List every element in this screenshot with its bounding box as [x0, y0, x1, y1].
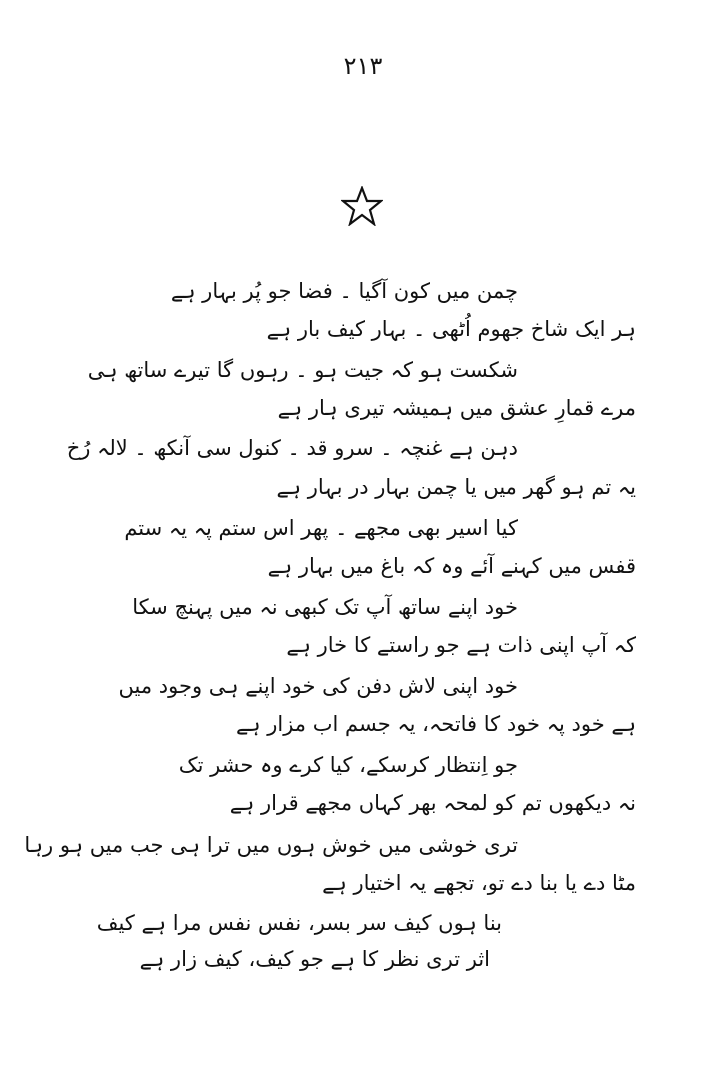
verse-line: کہ آپ اپنی ذات ہے جو راستے کا خار ہے — [286, 633, 636, 657]
verse-line: ہر ایک شاخ جھوم اُٹھی ۔ بہار کیف بار ہے — [266, 317, 636, 341]
verse-line: یہ تم ہو گھر میں یا چمن بہار در بہار ہے — [276, 475, 636, 499]
verse-line: خود اپنے ساتھ آپ تک کبھی نہ میں پہنچ سکا — [132, 595, 518, 619]
verse-line: قفس میں کہنے آئے وہ کہ باغ میں بہار ہے — [267, 554, 636, 578]
verse-line: دہن ہے غنچہ ۔ سرو قد ۔ کنول سی آنکھ ۔ لالہ رُخ — [66, 436, 518, 460]
verse-line: مرے قمارِ عشق میں ہمیشہ تیری ہار ہے — [277, 396, 636, 420]
closing-verse-line: بنا ہوں کیف سر بسر، نفس نفس مرا ہے کیف — [96, 911, 502, 935]
verse-line: مٹا دے یا بنا دے تو، تجھے یہ اختیار ہے — [322, 871, 636, 895]
verse-line: جو اِنتظار کرسکے، کیا کرے وہ حشر تک — [178, 753, 518, 777]
page-number: ۲۱۳ — [343, 52, 383, 80]
verse-line: خود اپنی لاش دفن کی خود اپنے ہی وجود میں — [118, 674, 518, 698]
verse-line: ہے خود پہ خود کا فاتحہ، یہ جسم اب مزار ہے — [235, 712, 636, 736]
verse-line: کیا اسیر بھی مجھے ۔ پھر اس ستم پہ یہ ستم — [124, 516, 518, 540]
verse-line: شکست ہو کہ جیت ہو ۔ رہوں گا تیرے ساتھ ہی — [87, 358, 518, 382]
star-icon — [341, 186, 383, 226]
closing-verse-line: اثر تری نظر کا ہے جو کیف، کیف زار ہے — [139, 947, 490, 971]
verse-line: چمن میں کون آگیا ۔ فضا جو پُر بہار ہے — [170, 279, 518, 303]
verse-line: نہ دیکھوں تم کو لمحہ بھر کہاں مجھے قرار ہے — [229, 791, 636, 815]
verse-line: تری خوشی میں خوش ہوں میں ترا ہی جب میں ہو رہا — [24, 833, 518, 857]
